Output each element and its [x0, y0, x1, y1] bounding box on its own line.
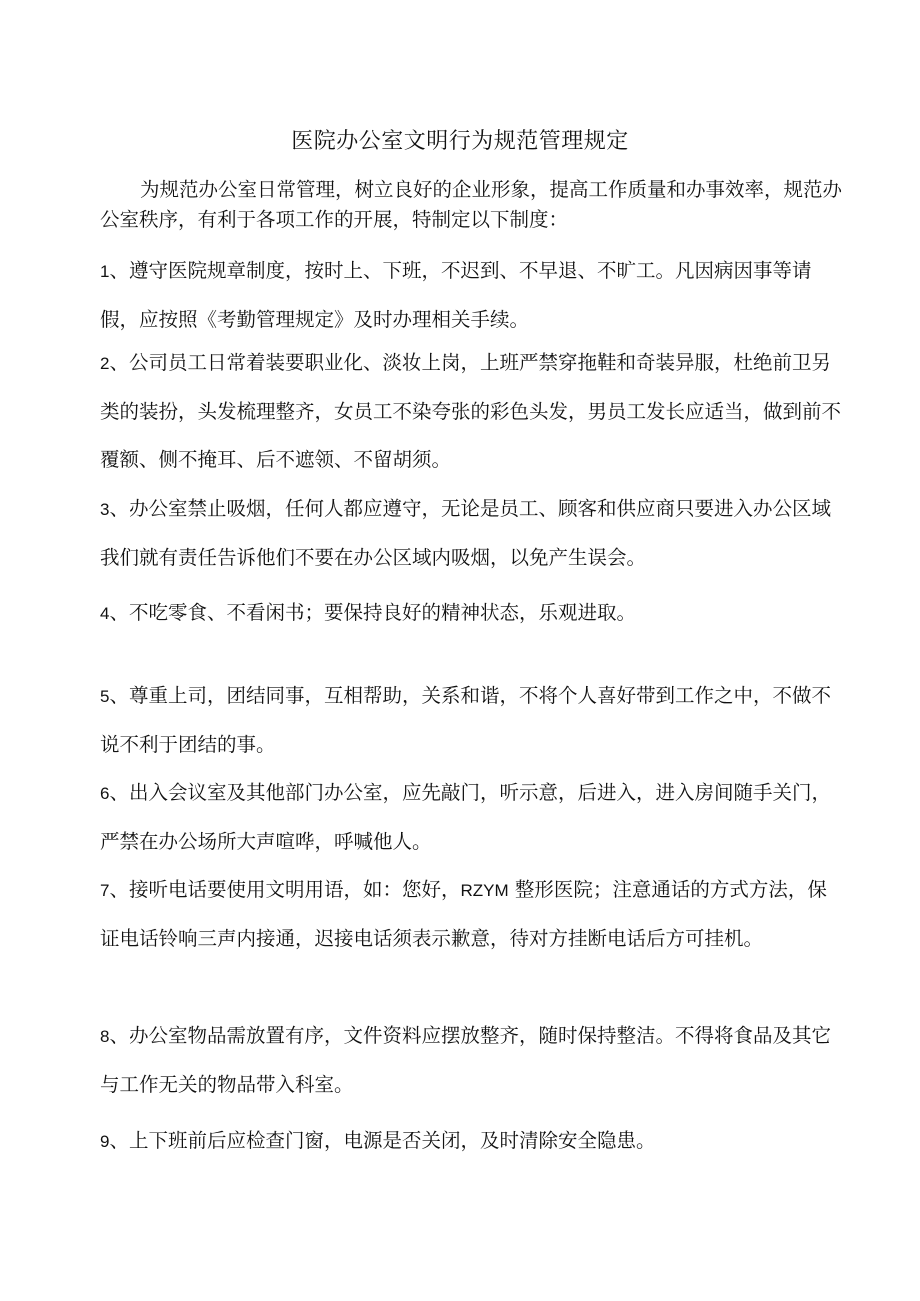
- rule-separator: 、: [109, 1129, 129, 1152]
- rule-text: 尊重上司，团结同事，互相帮助，关系和谐，不将个人喜好带到工作之中，不做不说不利于团结的事。: [100, 684, 831, 756]
- rule-number: 9: [100, 1132, 110, 1151]
- rule-separator: 、: [109, 1024, 129, 1047]
- rule-separator: 、: [109, 781, 129, 804]
- rule-item-9: [100, 1117, 845, 1166]
- rule-text: 办公室禁止吸烟，任何人都应遵守，无论是员工、顾客和供应商只要进入办公区域我们就有责任告诉他们不要在办公区域内吸烟，以免产生误会。: [100, 497, 831, 569]
- rule-text: 遵守医院规章制度，按时上、下班，不迟到、不早退、不旷工。凡因病因事等请假，应按照《考勤管理规定》及时办理相关手续。: [100, 259, 812, 331]
- rule-item-4: [100, 589, 845, 638]
- rule-text: 公司员工日常着装要职业化、淡妆上岗，上班严禁穿拖鞋和奇装异服，杜绝前卫另类的装扮，头发梳理整齐，女员工不染夸张的彩色头发，男员工发长应适当，做到前不覆额、侧不掩耳、后不遮领、不留胡须。: [100, 351, 842, 471]
- rule-item-6: [100, 769, 845, 866]
- rule-separator: 、: [109, 878, 129, 901]
- rule-number: 8: [100, 1027, 110, 1046]
- rule-item-7: [100, 866, 845, 963]
- rule-separator: 、: [109, 684, 129, 707]
- document-title: 医院办公室文明行为规范管理规定: [291, 129, 629, 154]
- rule-number: 2: [100, 354, 110, 373]
- rule-separator: 、: [109, 259, 129, 282]
- rule-item-3: [100, 485, 845, 582]
- intro-paragraph: 为规范办公室日常管理，树立良好的企业形象，提高工作质量和办事效率，规范办公室秩序，有利于各项工作的开展，特制定以下制度：: [100, 178, 843, 231]
- clinic-name: RZYM: [460, 881, 509, 900]
- rule-separator: 、: [109, 497, 129, 520]
- rule-text: 不吃零食、不看闲书；要保持良好的精神状态，乐观进取。: [128, 601, 636, 624]
- rule-text: 上下班前后应检查门窗，电源是否关闭，及时清除安全隐患。: [128, 1129, 656, 1152]
- rule-separator: 、: [109, 601, 129, 624]
- rule-item-1: [100, 247, 845, 344]
- rule-item-2: [100, 339, 845, 484]
- rule-number: 3: [100, 500, 110, 519]
- rule-number: 7: [100, 881, 110, 900]
- rule-text: 办公室物品需放置有序，文件资料应摆放整齐，随时保持整洁。不得将食品及其它与工作无关的物品带入科室。: [100, 1024, 831, 1096]
- rule-item-8: [100, 1012, 845, 1109]
- rule-text-part-a: 接听电话要使用文明用语，如：您好，: [128, 878, 461, 901]
- rule-number: 4: [100, 604, 110, 623]
- rule-number: 1: [100, 262, 110, 281]
- rule-number: 5: [100, 687, 110, 706]
- rule-text-part-b: 整形医院；注意通话的方式方法，保证电话铃响三声内接通，迟接电话须表示歉意，待对方挂断电话后方可挂机。: [100, 878, 827, 950]
- rule-number: 6: [100, 784, 110, 803]
- rule-item-5: [100, 672, 845, 769]
- rule-text: 出入会议室及其他部门办公室，应先敲门，听示意，后进入，进入房间随手关门，严禁在办公场所大声喧哗，呼喊他人。: [100, 781, 831, 853]
- rule-separator: 、: [109, 351, 129, 374]
